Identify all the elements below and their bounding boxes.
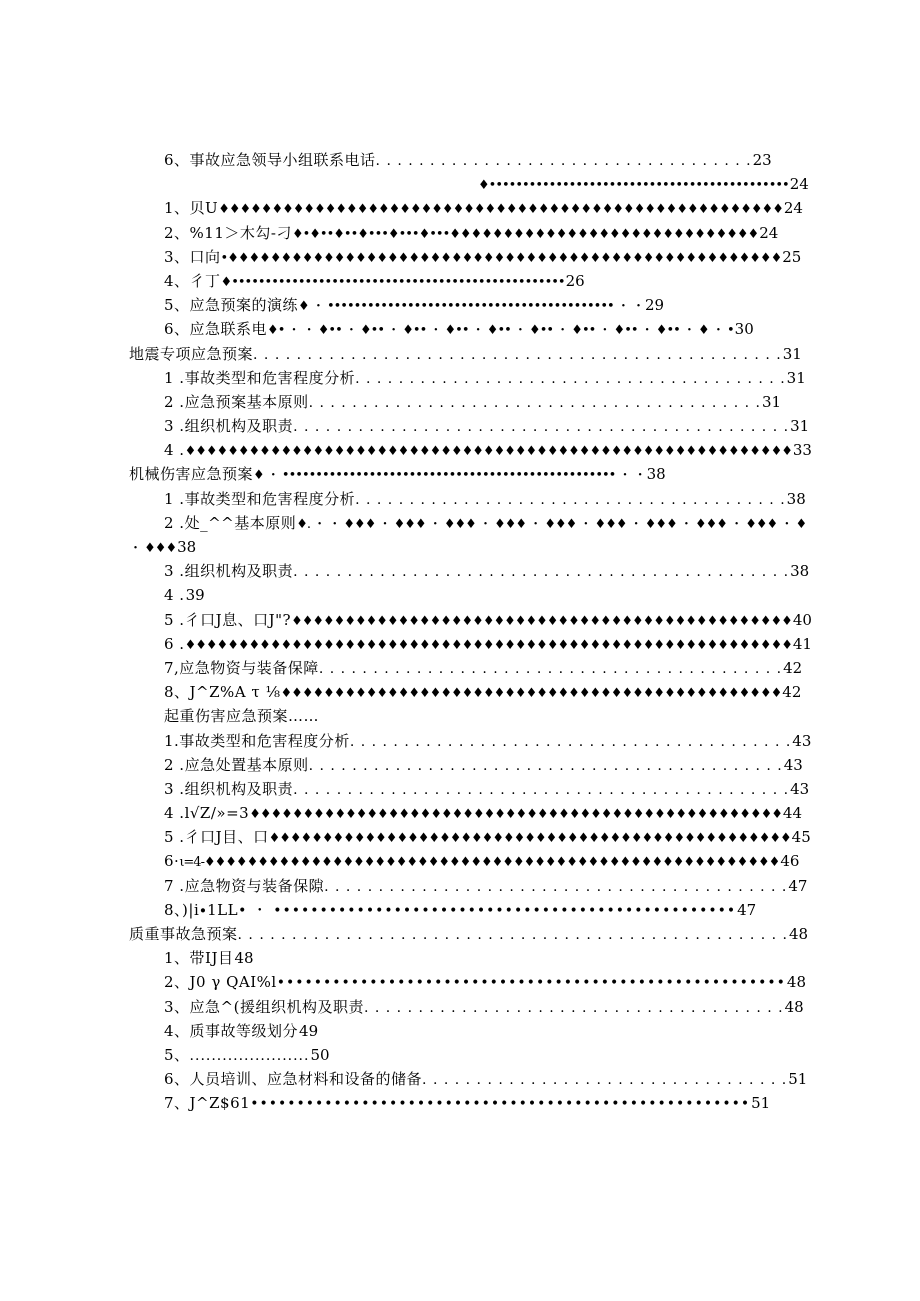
toc-entry-page-number: 31 xyxy=(786,368,806,387)
toc-entry-title: 4 .l√Z/»=3 xyxy=(164,804,250,823)
toc-entry xyxy=(0,995,920,1019)
toc-entry xyxy=(0,221,920,245)
toc-entry-page-number: 51 xyxy=(788,1070,808,1089)
toc-entry-title: 4、彳丁 xyxy=(164,271,221,290)
toc-entry-leader: ♦. ・ ・ ♦♦♦ ・ ♦♦♦ ・ ♦♦♦ ・ ♦♦♦ ・ ♦♦♦ ・ ♦♦♦ ・ ♦♦♦ ・ ♦♦♦ ・ ♦♦♦ ・ ♦ xyxy=(296,516,807,532)
toc-entry-title: 2 .处_^^基本原则 xyxy=(164,513,297,532)
toc-entry-leader: . . . . . . . . . . . . . . . . . . . . . . . . . . . . . . . . . . . xyxy=(375,153,752,169)
toc-entry xyxy=(0,269,920,293)
toc-entry-leader: . . . . . . . . . . . . . . . . . . . . . . . . . . . . . . . . . . . . . . . . . . . . . . xyxy=(293,564,790,581)
toc-entry-title: 2、J0 γ QAI%l xyxy=(164,973,277,992)
toc-entry xyxy=(0,922,920,946)
toc-entry-page-number: 38 xyxy=(646,465,666,484)
toc-entry-leader: ♦♦♦♦♦♦♦♦♦♦♦♦♦♦♦♦♦♦♦♦♦♦♦♦♦♦♦♦♦♦♦♦♦♦♦♦♦♦♦♦♦♦♦♦♦♦♦♦♦♦♦♦♦♦♦♦♦ xyxy=(184,444,792,460)
toc-entry-title: 2 .应急预案基本原则 xyxy=(164,392,309,411)
toc-entry xyxy=(0,196,920,220)
toc-entry-leader: . . . . . . . . . . . . . . . . . . . . . . . . . . . . . . . . . . . . . . . xyxy=(363,999,784,1016)
toc-entry xyxy=(0,656,920,680)
toc-entry-title: 2、%11＞木勾-刁 xyxy=(164,223,292,242)
toc-entry-leader: . . . . . . . . . . . . . . . . . . . . . . . . . . . . . . . . . . . . . . . . . . xyxy=(308,394,761,411)
toc-entry-page-number: 48 xyxy=(784,997,804,1016)
toc-entry-leader: . . . . . . . . . . . . . . . . . . . . . . . . . . . . . . . . . . xyxy=(422,1072,788,1089)
toc-entry-title: 3、口向 xyxy=(164,247,221,266)
toc-entry-title: 4 . xyxy=(164,441,185,460)
toc-entry-leader: ♦•••••••••••••••••••••••••••••••••••••••••••••••••• xyxy=(220,274,565,290)
toc-entry-page-number: 48 xyxy=(234,949,254,968)
toc-entry-page-number: 47 xyxy=(737,900,757,919)
toc-entry-title: 6、人员培训、应急材料和设备的储备 xyxy=(164,1070,423,1089)
toc-entry-title: 4 . xyxy=(164,586,185,605)
toc-entry-page-number: 48 xyxy=(786,973,806,992)
toc-entry-title: 2 .应急处置基本原则 xyxy=(164,755,309,774)
toc-entry-title: 1、贝U xyxy=(164,199,219,218)
toc-entry-page-number: 42 xyxy=(783,658,803,677)
toc-entry-page-number: 47 xyxy=(788,876,808,895)
toc-entry-leader: . . . . . . . . . . . . . . . . . . . . . . . . . . . . . . . . . . . . . . . . xyxy=(355,491,786,508)
toc-entry xyxy=(0,148,920,172)
toc-entry xyxy=(0,970,920,994)
toc-entry xyxy=(0,1043,920,1067)
toc-entry xyxy=(0,438,920,462)
toc-entry-leader: ♦• ・ ・ ♦•• ・ ♦•• ・ ♦•• ・ ♦•• ・ ♦•• ・ ♦•• ・ ♦•• ・ ♦•• ・ ♦•• ・ ♦ ・ • xyxy=(267,323,734,339)
toc-entry-page-number: 50 xyxy=(310,1045,330,1064)
toc-entry-title: 1、带IJ目 xyxy=(164,949,234,968)
toc-entry xyxy=(0,390,920,414)
toc-entry-title: 地震专项应急预案 xyxy=(129,344,254,363)
toc-entry-title: 3 .组织机构及职责 xyxy=(164,779,294,798)
toc-entry xyxy=(0,825,920,849)
toc-entry-leader: ι=4-♦♦♦♦♦♦♦♦♦♦♦♦♦♦♦♦♦♦♦♦♦♦♦♦♦♦♦♦♦♦♦♦♦♦♦♦♦♦♦♦♦♦♦♦♦♦♦♦♦♦♦♦♦♦ xyxy=(179,855,780,871)
toc-entry-leader: ♦♦♦♦♦♦♦♦♦♦♦♦♦♦♦♦♦♦♦♦♦♦♦♦♦♦♦♦♦♦♦♦♦♦♦♦♦♦♦♦♦♦♦♦♦♦♦♦♦♦ xyxy=(249,807,782,823)
toc-entry-page-number: 24 xyxy=(789,175,809,194)
toc-entry-title: 3 .组织机构及职责 xyxy=(164,562,294,581)
toc-entry-leader: ♦♦♦♦♦♦♦♦♦♦♦♦♦♦♦♦♦♦♦♦♦♦♦♦♦♦♦♦♦♦♦♦♦♦♦♦♦♦♦♦♦♦♦♦♦♦♦ xyxy=(291,613,792,629)
toc-entry-leader: ・ ♦♦♦ xyxy=(129,541,177,556)
toc-entry-title: 6、应急联系电 xyxy=(164,320,268,339)
toc-entry-leader: ♦ ・ •••••••••••••••••••••••••••••••••••••••••••••••••• ・ ・ xyxy=(253,468,646,484)
toc-entry-title: 1 .事故类型和危害程度分析 xyxy=(164,368,356,387)
toc-entry-page-number: 29 xyxy=(644,296,665,315)
toc-entry xyxy=(0,680,920,704)
toc-entry-leader: . . . . . . . . . . . . . . . . . . . . . . . . . . . . . . . . . . . . . . . . . . . . . . . . . xyxy=(253,346,782,363)
toc-entry xyxy=(0,946,920,970)
toc-entry xyxy=(0,632,920,656)
toc-entry-page-number: 51 xyxy=(751,1094,771,1113)
toc-entry xyxy=(0,1019,920,1043)
toc-entry-title: 6· xyxy=(164,852,180,871)
toc-entry-leader: . . . . . . . . . . . . . . . . . . . . . . . . . . . . . . . . . . . . . . . . . . . . xyxy=(308,757,783,774)
toc-entry xyxy=(0,414,920,438)
toc-entry-leader: ••••••••••••••••••••••••••••••••••••••••••••••••••••••• xyxy=(276,975,786,992)
toc-entry-leader: ♦ ・ ••••••••••••••••••••••••••••••••••••••••••• ・ ・ xyxy=(298,299,644,315)
toc-entry xyxy=(0,342,920,366)
toc-entry xyxy=(0,898,920,922)
toc-entry-page-number: 24 xyxy=(783,199,803,218)
toc-entry-title: 8、)|i∙1LL xyxy=(164,900,239,919)
toc-entry xyxy=(0,704,920,728)
toc-entry-title: 质重事故急预案 xyxy=(129,925,238,943)
toc-entry-leader: •♦♦♦♦♦♦♦♦♦♦♦♦♦♦♦♦♦♦♦♦♦♦♦♦♦♦♦♦♦♦♦♦♦♦♦♦♦♦♦♦♦♦♦♦♦♦♦♦♦♦♦♦ xyxy=(220,250,782,266)
toc-entry-leader: . . . . . . . . . . . . . . . . . . . . . . . . . . . . . . . . . . . . . . . . . . . . . . . . . . . xyxy=(237,927,788,943)
toc-entry xyxy=(0,753,920,777)
table-of-contents xyxy=(0,148,920,1116)
toc-entry xyxy=(0,729,920,753)
toc-entry-title: 7 .应急物资与装备保隙 xyxy=(164,876,325,895)
toc-entry-title: 3 .组织机构及职责 xyxy=(164,417,294,436)
toc-entry-title: 6 . xyxy=(164,634,185,653)
toc-entry-page-number: 43 xyxy=(792,731,812,750)
toc-entry-leader: ♦••••••••••••••••••••••••••••••••••••••••••••• xyxy=(478,178,789,194)
toc-entry-title: 4、质事故等级划分 xyxy=(164,1021,299,1040)
toc-entry-leader: ♦♦♦♦♦♦♦♦♦♦♦♦♦♦♦♦♦♦♦♦♦♦♦♦♦♦♦♦♦♦♦♦♦♦♦♦♦♦♦♦♦♦♦♦♦♦♦♦♦♦♦♦♦♦♦♦♦ xyxy=(184,637,792,653)
toc-entry-title: 7、J^Z$61 xyxy=(164,1094,251,1113)
toc-entry xyxy=(0,245,920,269)
toc-entry-title: 1 .事故类型和危害程度分析 xyxy=(164,489,356,508)
toc-entry-page-number: 31 xyxy=(782,344,802,363)
toc-entry-title: 5 .彳口J息、口J"? xyxy=(164,610,292,629)
toc-entry xyxy=(0,583,920,607)
toc-entry-leader: • ・ •••••••••••••••••••••••••••••••••••••••••••••••••• xyxy=(238,902,737,919)
toc-entry xyxy=(0,317,920,341)
toc-entry-page-number: 42 xyxy=(782,683,802,702)
toc-entry xyxy=(0,608,920,632)
toc-entry xyxy=(0,801,920,825)
toc-entry xyxy=(0,849,920,873)
toc-entry xyxy=(0,172,920,196)
toc-entry-page-number: 38 xyxy=(786,489,806,508)
toc-entry-page-number: 25 xyxy=(782,247,802,266)
toc-entry-page-number: 31 xyxy=(761,392,782,411)
toc-entry-title: 1.事故类型和危害程度分析 xyxy=(164,731,350,750)
toc-entry-leader: . . . . . . . . . . . . . . . . . . . . . . . . . . . . . . . . . . . . . . . . . . . . . . xyxy=(293,419,790,436)
toc-entry xyxy=(0,1067,920,1091)
toc-entry-page-number: 44 xyxy=(782,804,803,823)
toc-entry xyxy=(0,366,920,390)
toc-entry-page-number: 40 xyxy=(792,610,812,629)
toc-entry-page-number: 30 xyxy=(734,320,754,339)
toc-entry-leader: ...................... xyxy=(189,1047,310,1064)
toc-entry-leader: . . . . . . . . . . . . . . . . . . . . . . . . . . . . . . . . . . . . . . . . . . . . . . xyxy=(293,781,790,798)
toc-entry-title: 5、应急预案的演练 xyxy=(164,296,299,315)
toc-entry-page-number: 38 xyxy=(790,562,810,581)
toc-entry xyxy=(0,535,920,559)
toc-entry-title: 7,应急物资与装备保障 xyxy=(164,658,319,677)
toc-entry-leader: . . . . . . . . . . . . . . . . . . . . . . . . . . . . . . . . . . . . . . . . . xyxy=(349,733,792,750)
toc-entry-leader: . . . . . . . . . . . . . . . . . . . . . . . . . . . . . . . . . . . . . . . . . . . xyxy=(318,660,783,677)
toc-entry xyxy=(0,777,920,801)
toc-entry-title: 5 .彳口J目、口 xyxy=(164,828,269,847)
toc-entry-page-number: 24 xyxy=(759,223,779,242)
toc-entry-leader: ♦♦♦♦♦♦♦♦♦♦♦♦♦♦♦♦♦♦♦♦♦♦♦♦♦♦♦♦♦♦♦♦♦♦♦♦♦♦♦♦♦♦♦♦♦♦♦♦♦ xyxy=(268,831,791,847)
toc-entry xyxy=(0,487,920,511)
toc-entry xyxy=(0,559,920,583)
toc-entry xyxy=(0,1091,920,1115)
toc-entry-page-number: 45 xyxy=(791,828,811,847)
toc-entry-page-number: 48 xyxy=(789,925,809,943)
toc-entry-title: 机械伤害应急预案 xyxy=(129,465,254,484)
toc-entry-leader: . . . . . . . . . . . . . . . . . . . . . . . . . . . . . . . . . . . . . . . . xyxy=(355,370,786,387)
toc-entry-page-number: 23 xyxy=(752,151,772,169)
toc-entry-page-number: 39 xyxy=(185,586,205,605)
toc-entry-page-number: 33 xyxy=(792,441,812,460)
toc-entry-title: 5、 xyxy=(164,1045,190,1064)
toc-entry-page-number: 43 xyxy=(790,779,810,798)
toc-entry-title: 6、事故应急领导小组联系电话 xyxy=(164,151,376,169)
toc-entry-title: 8、J^Z%A τ ⅛ xyxy=(164,683,281,702)
toc-entry-leader: ♦♦♦♦♦♦♦♦♦♦♦♦♦♦♦♦♦♦♦♦♦♦♦♦♦♦♦♦♦♦♦♦♦♦♦♦♦♦♦♦♦♦♦♦♦♦♦♦♦♦♦♦♦ xyxy=(218,202,783,218)
toc-entry-title: 起重伤害应急预案…… xyxy=(164,707,320,726)
toc-entry-leader: •••••••••••••••••••••••••••••••••••••••••••••••••••••• xyxy=(250,1096,751,1113)
toc-entry-page-number: 41 xyxy=(792,634,812,653)
toc-entry xyxy=(0,293,920,317)
toc-entry-page-number: 46 xyxy=(780,852,800,871)
toc-entry-leader: ♦♦♦♦♦♦♦♦♦♦♦♦♦♦♦♦♦♦♦♦♦♦♦♦♦♦♦♦♦♦♦♦♦♦♦♦♦♦♦♦♦♦♦♦♦♦♦ xyxy=(280,686,782,702)
toc-entry-page-number: 49 xyxy=(299,1021,319,1040)
toc-entry-page-number: 31 xyxy=(790,417,810,436)
toc-entry xyxy=(0,462,920,486)
toc-entry-page-number: 43 xyxy=(783,755,803,774)
toc-entry-title: 3、应急^(援组织机构及职责 xyxy=(164,997,364,1016)
toc-entry-page-number: 38 xyxy=(177,538,197,556)
toc-entry-page-number: 26 xyxy=(565,271,585,290)
toc-entry-leader: ♦•♦••♦••♦•••♦•••♦•••♦♦♦♦♦♦♦♦♦♦♦♦♦♦♦♦♦♦♦♦♦♦♦♦♦♦♦♦♦ xyxy=(291,226,759,242)
toc-entry xyxy=(0,874,920,898)
toc-entry-leader: . . . . . . . . . . . . . . . . . . . . . . . . . . . . . . . . . . . . . . . . . . . xyxy=(324,878,788,895)
toc-entry xyxy=(0,511,920,535)
